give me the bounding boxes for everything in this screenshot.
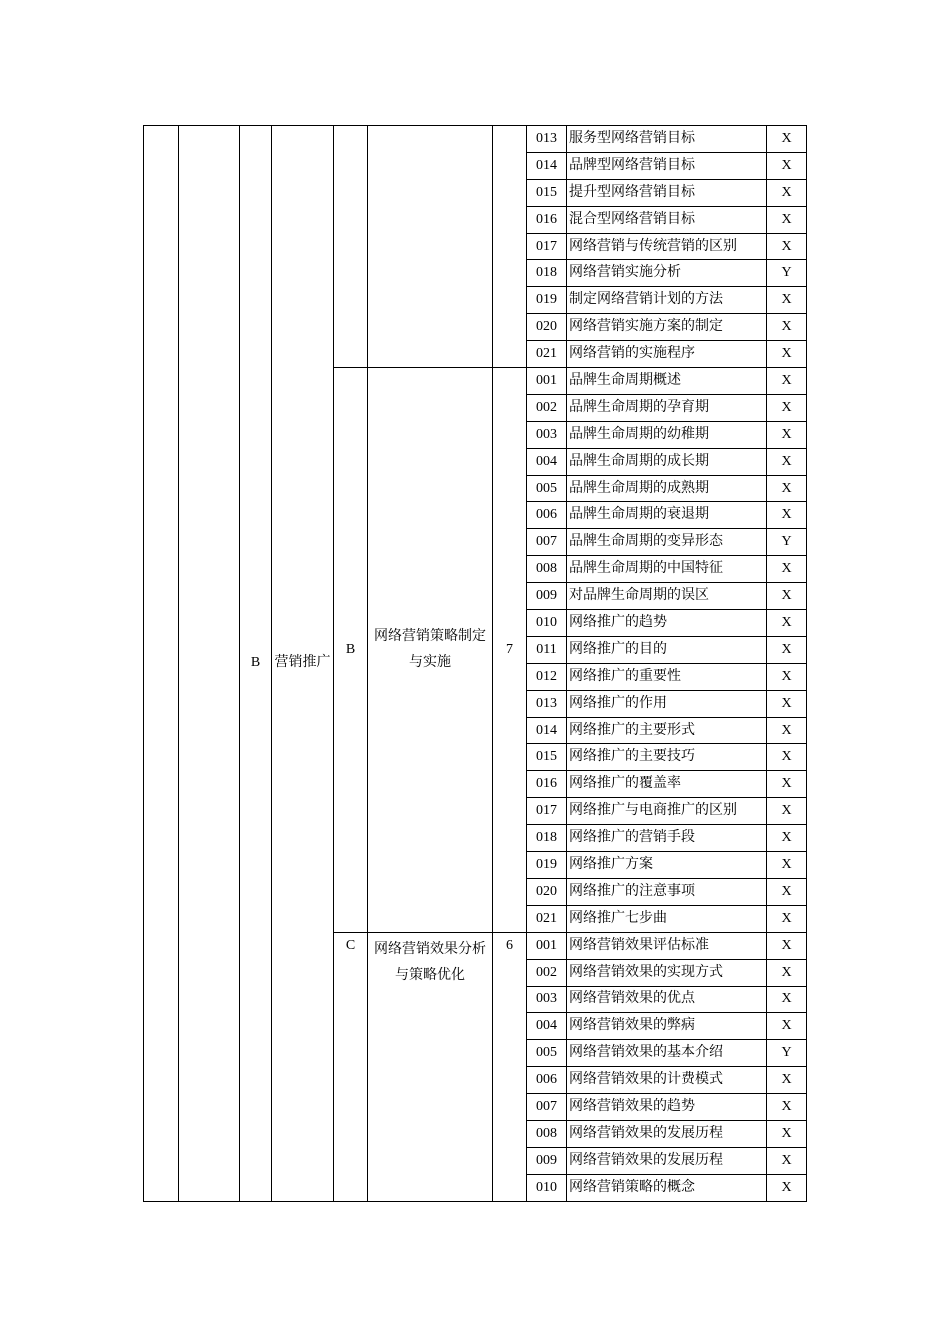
item-text: 网络营销效果的趋势 <box>567 1094 767 1121</box>
item-mark: Y <box>767 529 807 556</box>
item-text: 网络营销效果的实现方式 <box>567 959 767 986</box>
item-text: 网络推广的主要形式 <box>567 717 767 744</box>
item-text: 网络营销效果的弊病 <box>567 1013 767 1040</box>
item-code: 019 <box>527 287 567 314</box>
item-text: 网络营销效果的发展历程 <box>567 1147 767 1174</box>
item-mark: Y <box>767 1040 807 1067</box>
item-mark: X <box>767 448 807 475</box>
item-code: 008 <box>527 1120 567 1147</box>
item-mark: X <box>767 583 807 610</box>
item-code: 006 <box>527 502 567 529</box>
item-code: 002 <box>527 394 567 421</box>
item-code: 008 <box>527 556 567 583</box>
module-name <box>368 126 493 368</box>
module-count <box>493 126 527 368</box>
item-code: 014 <box>527 717 567 744</box>
item-mark: X <box>767 798 807 825</box>
item-code: 013 <box>527 690 567 717</box>
item-text: 网络营销策略的概念 <box>567 1174 767 1201</box>
item-code: 007 <box>527 1094 567 1121</box>
item-text: 网络推广与电商推广的区别 <box>567 798 767 825</box>
item-text: 网络营销与传统营销的区别 <box>567 233 767 260</box>
item-mark: X <box>767 959 807 986</box>
item-code: 011 <box>527 636 567 663</box>
module-name <box>368 368 493 933</box>
item-text: 网络推广的目的 <box>567 636 767 663</box>
item-text: 网络推广的趋势 <box>567 610 767 637</box>
item-text: 网络营销实施分析 <box>567 260 767 287</box>
table-body <box>144 126 807 1202</box>
item-text: 品牌型网络营销目标 <box>567 152 767 179</box>
item-mark: X <box>767 663 807 690</box>
item-mark: X <box>767 905 807 932</box>
item-mark: Y <box>767 260 807 287</box>
item-mark: X <box>767 341 807 368</box>
module-count: 7 <box>493 368 527 933</box>
module-name-line2: 与实施 <box>409 654 451 670</box>
module-name-line1: 网络营销效果分析 <box>374 941 486 957</box>
item-code: 015 <box>527 744 567 771</box>
item-code: 012 <box>527 663 567 690</box>
item-code: 005 <box>527 1040 567 1067</box>
item-code: 017 <box>527 233 567 260</box>
table-row <box>144 126 807 153</box>
item-mark: X <box>767 314 807 341</box>
item-code: 021 <box>527 341 567 368</box>
level1-name-cell <box>179 126 240 1202</box>
item-code: 017 <box>527 798 567 825</box>
item-text: 服务型网络营销目标 <box>567 126 767 153</box>
item-mark: X <box>767 825 807 852</box>
item-mark: X <box>767 233 807 260</box>
item-code: 014 <box>527 152 567 179</box>
item-code: 010 <box>527 610 567 637</box>
item-mark: X <box>767 152 807 179</box>
item-mark: X <box>767 502 807 529</box>
item-code: 004 <box>527 1013 567 1040</box>
item-text: 品牌生命周期的孕育期 <box>567 394 767 421</box>
item-text: 网络推广方案 <box>567 852 767 879</box>
module-letter: C <box>334 932 368 1201</box>
item-text: 网络营销的实施程序 <box>567 341 767 368</box>
item-code: 013 <box>527 126 567 153</box>
item-code: 019 <box>527 852 567 879</box>
knowledge-point-table <box>143 125 807 1202</box>
item-text: 制定网络营销计划的方法 <box>567 287 767 314</box>
item-mark: X <box>767 771 807 798</box>
item-mark: X <box>767 1094 807 1121</box>
item-code: 018 <box>527 825 567 852</box>
item-text: 品牌生命周期的变异形态 <box>567 529 767 556</box>
item-code: 003 <box>527 986 567 1013</box>
item-text: 网络营销效果的发展历程 <box>567 1120 767 1147</box>
item-text: 网络营销效果的计费模式 <box>567 1067 767 1094</box>
item-mark: X <box>767 610 807 637</box>
item-mark: X <box>767 690 807 717</box>
item-text: 品牌生命周期的衰退期 <box>567 502 767 529</box>
item-text: 网络推广的主要技巧 <box>567 744 767 771</box>
item-text: 对品牌生命周期的误区 <box>567 583 767 610</box>
item-mark: X <box>767 744 807 771</box>
module-letter <box>334 126 368 368</box>
item-text: 品牌生命周期概述 <box>567 368 767 395</box>
module-name <box>368 932 493 1201</box>
item-code: 020 <box>527 878 567 905</box>
item-text: 网络营销效果评估标准 <box>567 932 767 959</box>
item-text: 网络营销效果的优点 <box>567 986 767 1013</box>
item-mark: X <box>767 475 807 502</box>
item-text: 网络推广七步曲 <box>567 905 767 932</box>
item-code: 018 <box>527 260 567 287</box>
item-mark: X <box>767 394 807 421</box>
item-mark: X <box>767 179 807 206</box>
item-code: 005 <box>527 475 567 502</box>
item-mark: X <box>767 556 807 583</box>
item-text: 混合型网络营销目标 <box>567 206 767 233</box>
item-mark: X <box>767 878 807 905</box>
item-code: 021 <box>527 905 567 932</box>
item-code: 007 <box>527 529 567 556</box>
item-mark: X <box>767 932 807 959</box>
item-text: 网络推广的作用 <box>567 690 767 717</box>
item-text: 品牌生命周期的幼稚期 <box>567 421 767 448</box>
item-mark: X <box>767 287 807 314</box>
item-mark: X <box>767 1174 807 1201</box>
item-code: 015 <box>527 179 567 206</box>
item-code: 009 <box>527 583 567 610</box>
item-mark: X <box>767 717 807 744</box>
item-code: 002 <box>527 959 567 986</box>
item-text: 网络推广的注意事项 <box>567 878 767 905</box>
module-letter: B <box>334 368 368 933</box>
module-name-line1: 网络营销策略制定 <box>374 628 486 644</box>
item-code: 003 <box>527 421 567 448</box>
item-mark: X <box>767 1120 807 1147</box>
item-code: 016 <box>527 206 567 233</box>
item-mark: X <box>767 1147 807 1174</box>
item-text: 提升型网络营销目标 <box>567 179 767 206</box>
item-text: 网络营销效果的基本介绍 <box>567 1040 767 1067</box>
module-name-line2: 与策略优化 <box>395 967 465 983</box>
item-code: 020 <box>527 314 567 341</box>
item-mark: X <box>767 368 807 395</box>
item-mark: X <box>767 1067 807 1094</box>
item-mark: X <box>767 206 807 233</box>
unit-name: 营销推广 <box>272 126 334 1202</box>
level1-code-cell <box>144 126 179 1202</box>
item-mark: X <box>767 852 807 879</box>
item-code: 009 <box>527 1147 567 1174</box>
item-mark: X <box>767 636 807 663</box>
item-code: 004 <box>527 448 567 475</box>
item-text: 品牌生命周期的成长期 <box>567 448 767 475</box>
item-text: 品牌生命周期的中国特征 <box>567 556 767 583</box>
item-code: 010 <box>527 1174 567 1201</box>
item-text: 网络推广的重要性 <box>567 663 767 690</box>
item-code: 001 <box>527 368 567 395</box>
item-text: 网络营销实施方案的制定 <box>567 314 767 341</box>
item-mark: X <box>767 986 807 1013</box>
item-mark: X <box>767 1013 807 1040</box>
item-text: 品牌生命周期的成熟期 <box>567 475 767 502</box>
item-text: 网络推广的覆盖率 <box>567 771 767 798</box>
item-code: 001 <box>527 932 567 959</box>
item-mark: X <box>767 421 807 448</box>
item-mark: X <box>767 126 807 153</box>
item-code: 006 <box>527 1067 567 1094</box>
unit-letter: B <box>240 126 272 1202</box>
item-code: 016 <box>527 771 567 798</box>
module-count: 6 <box>493 932 527 1201</box>
item-text: 网络推广的营销手段 <box>567 825 767 852</box>
